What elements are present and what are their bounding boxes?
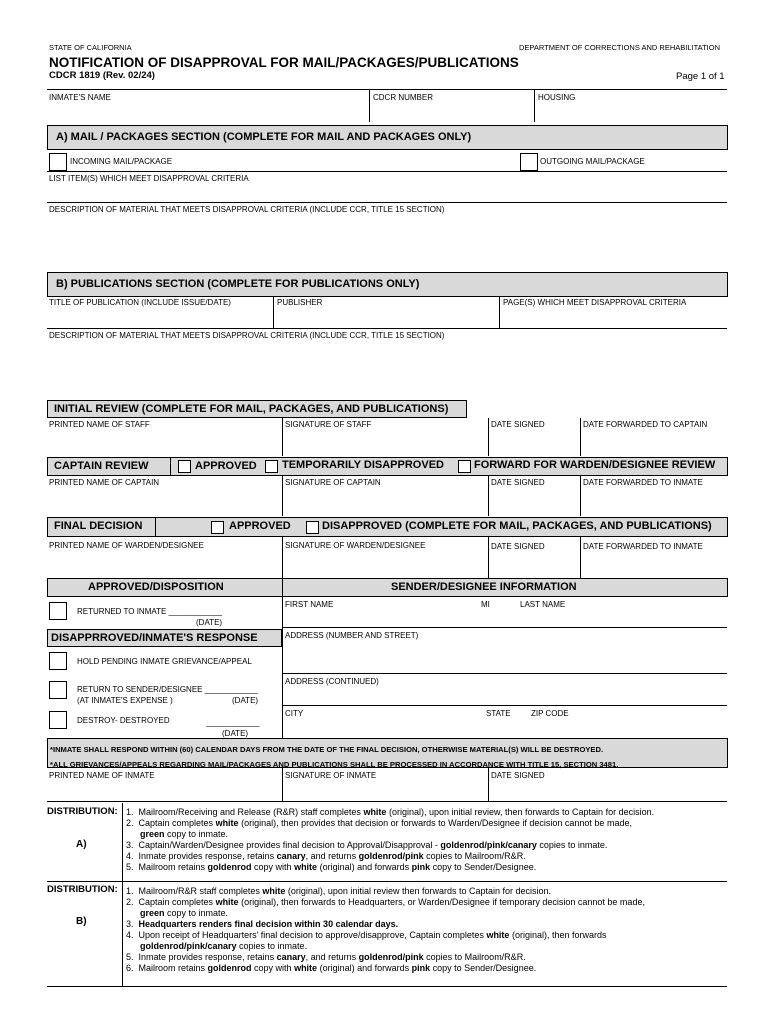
state-input[interactable] (486, 721, 526, 733)
final-approved-label: APPROVED (229, 520, 291, 532)
first-name-label: FIRST NAME (285, 600, 334, 609)
section-a-header: A) MAIL / PACKAGES SECTION (COMPLETE FOR MAIL AND PACKAGES ONLY) (47, 125, 728, 150)
signature-warden-label: SIGNATURE OF WARDEN/DESIGNEE (285, 541, 426, 550)
distribution-a-label: DISTRIBUTION: (47, 806, 118, 817)
date-forwarded-inmate-final-label: DATE FORWARDED TO INMATE (583, 542, 703, 551)
notice-grievances: *ALL GRIEVANCES/APPEALS REGARDING MAIL/PACKAGES AND PUBLICATIONS SHALL BE PROCESSED IN ACCORDANCE WITH TITLE 15, SECTION 3481. (50, 760, 619, 769)
disapproved-response-header: DISAPPRROVED/INMATE'S RESPONSE (47, 629, 282, 647)
publication-title-label: TITLE OF PUBLICATION (INCLUDE ISSUE/DATE) (49, 298, 231, 307)
first-name-input[interactable] (285, 612, 475, 624)
notice-response-window: *INMATE SHALL RESPOND WITHIN (60) CALENDAR DAYS FROM THE DATE OF THE FINAL DECISION, OTHERWISE MATERIAL(S) WILL BE DESTROYED. (50, 745, 604, 754)
state-label-field: STATE (486, 709, 511, 718)
initial-review-header: INITIAL REVIEW (COMPLETE FOR MAIL, PACKAGES, AND PUBLICATIONS) (47, 400, 467, 418)
captain-approved-label: APPROVED (195, 460, 257, 472)
address-label: ADDRESS (NUMBER AND STREET) (285, 631, 419, 640)
printed-name-captain-input[interactable] (49, 494, 277, 508)
description-b-label: DESCRIPTION OF MATERIAL THAT MEETS DISAPPROVAL CRITERIA (INCLUDE CCR, TITLE 15 SECTION) (49, 331, 445, 340)
printed-name-staff-label: PRINTED NAME OF STAFF (49, 420, 150, 429)
date-forwarded-inmate-final-input[interactable] (583, 557, 723, 571)
date-signed-inmate-label: DATE SIGNED (491, 771, 545, 780)
signature-captain-label: SIGNATURE OF CAPTAIN (285, 478, 381, 487)
date-signed-staff-input[interactable] (491, 434, 576, 448)
distribution-b-marker: B) (76, 916, 87, 927)
destroy-checkbox[interactable] (49, 711, 67, 729)
page-number: Page 1 of 1 (676, 71, 725, 82)
distribution-a-list: 1. Mailroom/Receiving and Release (R&R) staff completes white (original), upon initial review, then forwards to Captain for decision. 2. Captain completes white (original), then provides that decision or forwards to Warden/Designee if decision cannot be made, green copy to inmate. 3. Captain/Warden/Designee provides final decision to Approval/Disapproval - goldenrod/pink/canary copies to inmate. 4. Inmate provides response, retains canary, and returns goldenrod/pink copies to Mailroom/R&R. 5. Mailroom retains goldenrod copy with white (original) and forwards pink copy to Sender/Designee. (126, 807, 655, 872)
destroy-line: ____________ (206, 718, 260, 727)
publisher-input[interactable] (277, 310, 495, 324)
list-items-input[interactable] (49, 185, 724, 199)
destroy-label: DESTROY- DESTROYED (77, 716, 170, 725)
publisher-label: PUBLISHER (277, 298, 323, 307)
description-a-input[interactable] (49, 218, 728, 272)
return-date-label: (DATE) (232, 696, 259, 705)
address-continued-label: ADDRESS (CONTINUED) (285, 677, 379, 686)
date-signed-captain-input[interactable] (491, 494, 576, 508)
date-signed-warden-label: DATE SIGNED (491, 542, 545, 551)
forward-warden-label: FORWARD FOR WARDEN/DESIGNEE REVIEW (474, 459, 716, 471)
publication-title-input[interactable] (49, 310, 269, 324)
captain-approved-checkbox[interactable] (178, 460, 191, 473)
city-label: CITY (285, 709, 304, 718)
printed-name-inmate-label: PRINTED NAME OF INMATE (49, 771, 155, 780)
hold-pending-label: HOLD PENDING INMATE GRIEVANCE/APPEAL (77, 657, 252, 666)
hold-pending-checkbox[interactable] (49, 652, 67, 670)
form-number: CDCR 1819 (Rev. 02/24) (49, 70, 155, 81)
last-name-input[interactable] (520, 612, 720, 624)
incoming-mail-label: INCOMING MAIL/PACKAGE (70, 157, 173, 166)
sender-info-title: SENDER/DESIGNEE INFORMATION (391, 581, 577, 593)
return-sender-checkbox[interactable] (49, 681, 67, 699)
address-input[interactable] (285, 644, 720, 656)
temp-disapproved-label: TEMPORARILY DISAPPROVED (282, 459, 444, 471)
zip-code-input[interactable] (531, 721, 721, 733)
outgoing-mail-label: OUTGOING MAIL/PACKAGE (540, 157, 645, 166)
date-forwarded-inmate-label: DATE FORWARDED TO INMATE (583, 478, 703, 487)
returned-inmate-checkbox[interactable] (49, 602, 67, 620)
printed-name-inmate-input[interactable] (49, 784, 277, 797)
return-sender-label: RETURN TO SENDER/DESIGNEE ____________ (77, 685, 259, 694)
inmate-expense-label: (AT INMATE'S EXPENSE ) (77, 696, 173, 705)
final-decision-title: FINAL DECISION (54, 520, 143, 532)
incoming-mail-checkbox[interactable] (49, 153, 67, 171)
printed-name-staff-input[interactable] (49, 434, 277, 448)
form-title: NOTIFICATION OF DISAPPROVAL FOR MAIL/PACKAGES/PUBLICATIONS (49, 55, 519, 70)
last-name-label: LAST NAME (520, 600, 566, 609)
description-b-input[interactable] (49, 344, 728, 400)
list-items-label: LIST ITEM(S) WHICH MEET DISAPPROVAL CRITERIA (49, 174, 249, 183)
returned-inmate-label: RETURNED TO INMATE ____________ (77, 607, 222, 616)
state-label: STATE OF CALIFORNIA (49, 43, 132, 52)
date-signed-inmate-input[interactable] (491, 784, 721, 797)
section-b-header: B) PUBLICATIONS SECTION (COMPLETE FOR PUBLICATIONS ONLY) (47, 272, 728, 297)
captain-review-title: CAPTAIN REVIEW (54, 460, 149, 472)
printed-name-captain-label: PRINTED NAME OF CAPTAIN (49, 478, 160, 487)
date-forwarded-captain-label: DATE FORWARDED TO CAPTAIN (583, 420, 708, 429)
address-continued-input[interactable] (285, 689, 720, 701)
date-signed-staff-label: DATE SIGNED (491, 420, 545, 429)
date-signed-warden-input[interactable] (491, 557, 576, 571)
description-a-label: DESCRIPTION OF MATERIAL THAT MEETS DISAPPROVAL CRITERIA (INCLUDE CCR, TITLE 15 SECTION) (49, 205, 445, 214)
distribution-a-marker: A) (76, 839, 87, 850)
approved-disposition-title: APPROVED/DISPOSITION (88, 581, 224, 593)
signature-inmate-label: SIGNATURE OF INMATE (285, 771, 377, 780)
inmate-name-input[interactable] (49, 104, 364, 118)
pages-input[interactable] (503, 310, 723, 324)
final-disapproved-checkbox[interactable] (306, 521, 319, 534)
printed-name-warden-input[interactable] (49, 557, 277, 571)
final-approved-checkbox[interactable] (211, 521, 224, 534)
mi-label: MI (481, 600, 490, 609)
forward-warden-checkbox[interactable] (458, 460, 471, 473)
destroy-date-label: (DATE) (222, 729, 249, 738)
distribution-b-label: DISTRIBUTION: (47, 884, 118, 895)
pages-label: PAGE(S) WHICH MEET DISAPPROVAL CRITERIA (503, 298, 687, 307)
signature-staff-label: SIGNATURE OF STAFF (285, 420, 372, 429)
date-forwarded-inmate-input[interactable] (583, 494, 723, 508)
inmate-name-label: INMATE'S NAME (49, 93, 111, 102)
zip-code-label: ZIP CODE (531, 709, 569, 718)
returned-date-label: (DATE) (196, 618, 223, 627)
cdcr-number-label: CDCR NUMBER (373, 93, 433, 102)
distribution-b-list: 1. Mailroom/R&R staff completes white (original), upon initial review then forwards to Captain for decision. 2. Captain completes white (original), then forwards to Headquarters, or Warden/Designee if temporary decision cannot be made, green copy to inmate. 3. Headquarters renders final decision within 30 calendar days. 4. Upon receipt of Headquarters' final decision to approve/disapprove, Captain completes white (original), then forwards goldenrod/pink/canary copies to inmate. 5. Inmate provides response, retains canary, and returns goldenrod/pink copies to Mailroom/R&R. 6. Mailroom retains goldenrod copy with white (original) and forwards pink copy to Sender/Designee. (126, 886, 645, 973)
cdcr-number-input[interactable] (373, 104, 531, 118)
final-disapproved-label: DISAPPROVED (COMPLETE FOR MAIL, PACKAGES, AND PUBLICATIONS) (322, 520, 712, 532)
outgoing-mail-checkbox[interactable] (520, 153, 538, 171)
department-label: DEPARTMENT OF CORRECTIONS AND REHABILITATION (519, 43, 720, 52)
date-signed-captain-label: DATE SIGNED (491, 478, 545, 487)
housing-label: HOUSING (538, 93, 576, 102)
printed-name-warden-label: PRINTED NAME OF WARDEN/DESIGNEE (49, 541, 204, 550)
city-input[interactable] (285, 721, 475, 733)
notices-band (47, 738, 728, 768)
temp-disapproved-checkbox[interactable] (265, 460, 278, 473)
date-forwarded-captain-input[interactable] (583, 434, 723, 448)
housing-input[interactable] (538, 104, 723, 118)
